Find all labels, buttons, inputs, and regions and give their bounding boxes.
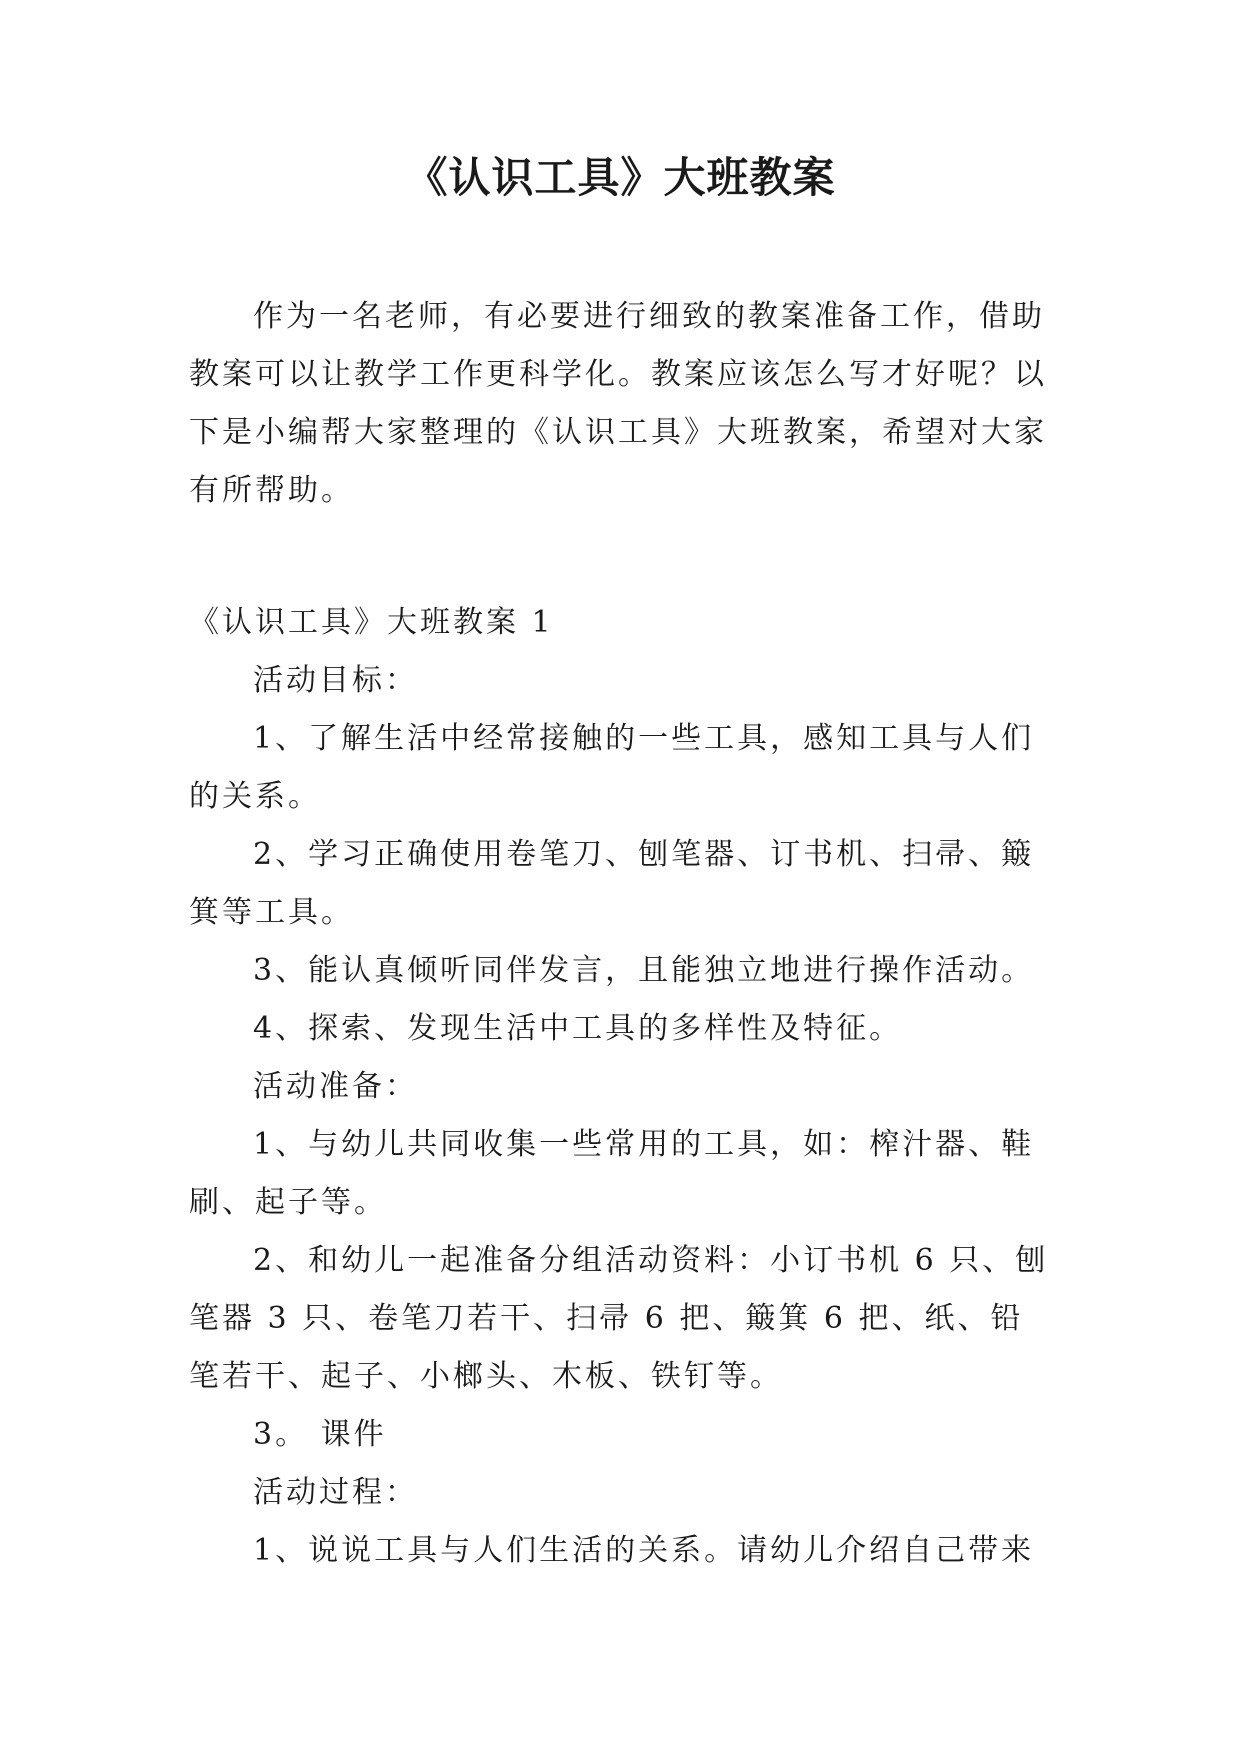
intro-paragraph: 作为一名老师，有必要进行细致的教案准备工作，借助教案可以让教学工作更科学化。教案应该怎么写才好呢？以下是小编帮大家整理的《认识工具》大班教案，希望对大家有所帮助。	[189, 299, 1047, 508]
section-heading: 《认识工具》大班教案 1	[189, 605, 554, 640]
paragraph: 活动准备：	[253, 1069, 418, 1104]
paragraph: 4、探索、发现生活中工具的多样性及特征。	[253, 1011, 903, 1046]
paragraph: 1、与幼儿共同收集一些常用的工具，如：榨汁器、鞋刷、起子等。	[189, 1127, 1035, 1220]
lesson-plan-section	[189, 594, 1055, 1580]
paragraph: 活动目标：	[253, 663, 418, 698]
paragraph: 3。 课件	[253, 1417, 387, 1452]
paragraph: 3、能认真倾听同伴发言，且能独立地进行操作活动。	[253, 953, 1035, 988]
paragraph: 活动过程：	[253, 1475, 418, 1510]
document-body	[189, 288, 1055, 1580]
document-title: 《认识工具》大班教案	[405, 153, 836, 202]
paragraph: 2、和幼儿一起准备分组活动资料：小订书机 6 只、刨笔器 3 只、卷笔刀若干、扫帚 6 把、簸箕 6 把、纸、铅笔若干、起子、小榔头、木板、铁钉等。	[189, 1243, 1049, 1394]
paragraph: 2、学习正确使用卷笔刀、刨笔器、订书机、扫帚、簸箕等工具。	[189, 837, 1035, 930]
paragraph: 1、说说工具与人们生活的关系。请幼儿介绍自己带来	[253, 1533, 1035, 1568]
paragraph: 1、了解生活中经常接触的一些工具，感知工具与人们的关系。	[189, 721, 1035, 814]
